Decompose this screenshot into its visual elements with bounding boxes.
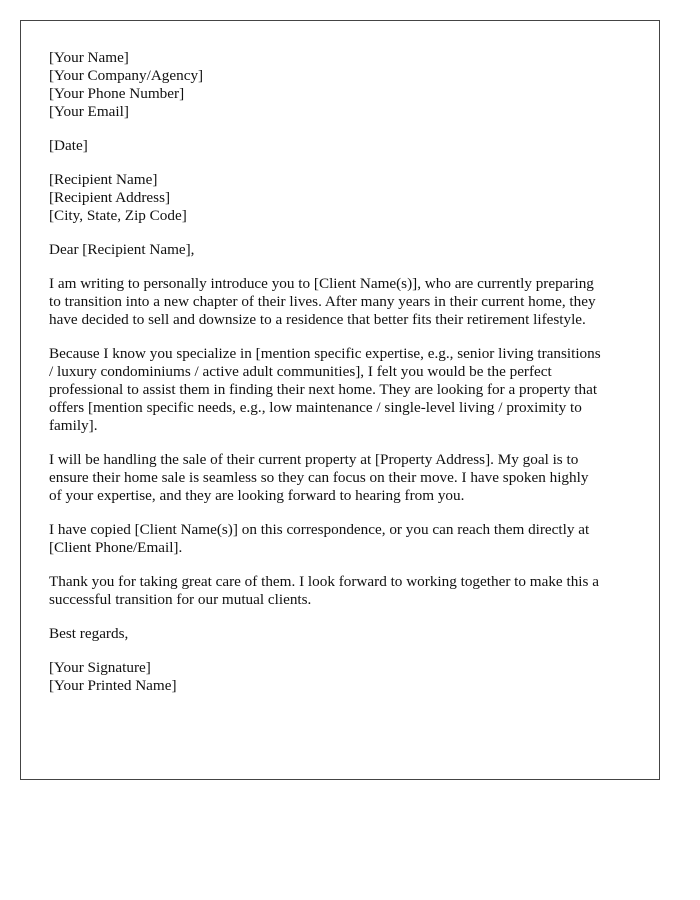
paragraph-line: I will be handling the sale of their current property at [Property Address]. My goal is to xyxy=(49,451,579,468)
printed-name: [Your Printed Name] xyxy=(49,677,177,694)
paragraph-line: I am writing to personally introduce you to [Client Name(s)], who are currently preparing xyxy=(49,275,594,292)
paragraph-line: ensure their home sale is seamless so they can focus on their move. I have spoken highly xyxy=(49,469,589,486)
body-paragraph xyxy=(49,451,639,505)
paragraph-line: [Client Phone/Email]. xyxy=(49,539,183,556)
paragraph-line: offers [mention specific needs, e.g., low maintenance / single-level living / proximity to xyxy=(49,399,582,416)
paragraph-line: I have copied [Client Name(s)] on this correspondence, or you can reach them directly at xyxy=(49,521,590,538)
sender-company: [Your Company/Agency] xyxy=(49,67,204,84)
closing: Best regards, xyxy=(49,625,129,642)
sender-block xyxy=(49,49,639,121)
date-block xyxy=(49,137,639,155)
paragraph-line: to transition into a new chapter of their lives. After many years in their current home, they xyxy=(49,293,596,310)
recipient-name: [Recipient Name] xyxy=(49,171,158,188)
signature-line: [Your Signature] xyxy=(49,659,151,676)
letter-date: [Date] xyxy=(49,137,88,154)
body-paragraph xyxy=(49,521,639,557)
paragraph-line: professional to assist them in finding their next home. They are looking for a property that xyxy=(49,381,598,398)
paragraph-line: of your expertise, and they are looking forward to hearing from you. xyxy=(49,487,465,504)
body-paragraph xyxy=(49,345,639,435)
paragraph-line: successful transition for our mutual clients. xyxy=(49,591,312,608)
body-paragraph xyxy=(49,275,639,329)
salutation: Dear [Recipient Name], xyxy=(49,241,195,258)
recipient-address: [Recipient Address] xyxy=(49,189,171,206)
body-paragraph xyxy=(49,573,639,609)
paragraph-line: Thank you for taking great care of them. I look forward to working together to make this a xyxy=(49,573,599,590)
paragraph-line: family]. xyxy=(49,417,98,434)
recipient-city-state-zip: [City, State, Zip Code] xyxy=(49,207,187,224)
sender-email: [Your Email] xyxy=(49,103,129,120)
signature-block xyxy=(49,659,639,695)
sender-name: [Your Name] xyxy=(49,49,129,66)
recipient-block xyxy=(49,171,639,225)
letter-page xyxy=(20,20,660,780)
paragraph-line: have decided to sell and downsize to a residence that better fits their retirement lifestyle. xyxy=(49,311,586,328)
sender-phone: [Your Phone Number] xyxy=(49,85,185,102)
paragraph-line: / luxury condominiums / active adult communities], I felt you would be the perfect xyxy=(49,363,552,380)
paragraph-line: Because I know you specialize in [mention specific expertise, e.g., senior living transitions xyxy=(49,345,601,362)
letter-body xyxy=(49,49,639,711)
